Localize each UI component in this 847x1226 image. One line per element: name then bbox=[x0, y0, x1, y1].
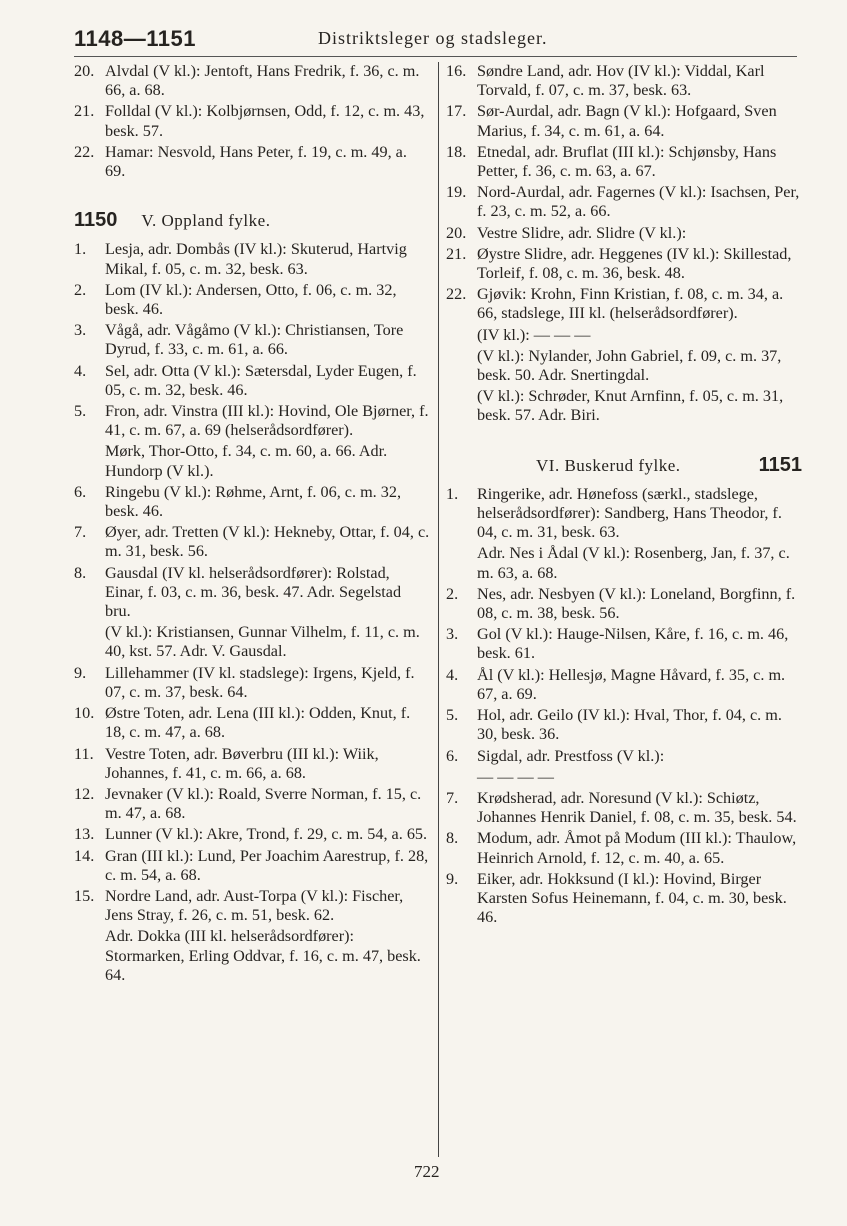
list-item: 6. Sigdal, adr. Prestfoss (V kl.): bbox=[446, 746, 665, 765]
list-item-continuation: Mørk, Thor-Otto, f. 34, c. m. 60, a. 66. Adr. Hundorp (V kl.). bbox=[105, 442, 388, 480]
list-item-continuation: Adr. Dokka (III kl. helserådsordfører): Stormarken, Erling Oddvar, f. 16, c. m. 47, besk. 64. bbox=[105, 927, 421, 984]
list-item: 5. Fron, adr. Vinstra (III kl.): Hovind, Ole Bjørner, f. 41, c. m. 67, a. 69 (helserådsordfører). bbox=[74, 402, 429, 440]
list-item: 22. Gjøvik: Krohn, Finn Kristian, f. 08, c. m. 34, a. 66, stadslege, III kl. (helserådsordfører). bbox=[446, 285, 784, 323]
list-item: 17. Sør-Aurdal, adr. Bagn (V kl.): Hofgaard, Sven Marius, f. 34, c. m. 61, a. 64. bbox=[446, 102, 777, 140]
list-item: 2. Lom (IV kl.): Andersen, Otto, f. 06, c. m. 32, besk. 46. bbox=[74, 280, 397, 319]
list-item: 22. Hamar: Nesvold, Hans Peter, f. 19, c. m. 49, a. 69. bbox=[74, 142, 407, 181]
list-item: 11. Vestre Toten, adr. Bøverbru (III kl.): Wiik, Johannes, f. 41, c. m. 66, a. 68. bbox=[74, 744, 379, 782]
list-item: 1. Ringerike, adr. Hønefoss (særkl., stadslege, helserådsordfører): Sandberg, Hans Theodor, f. 04, c. m. 31, besk. 63. bbox=[446, 484, 782, 542]
list-item: 7. Øyer, adr. Tretten (V kl.): Hekneby, Ottar, f. 04, c. m. 31, besk. 56. bbox=[74, 523, 430, 561]
list-item: 21. Øystre Slidre, adr. Heggenes (IV kl.): Skillestad, Torleif, f. 08, c. m. 36, besk. 48. bbox=[446, 244, 792, 283]
list-item: 1. Lesja, adr. Dombås (IV kl.): Skuterud, Hartvig Mikal, f. 05, c. m. 32, besk. 63. bbox=[74, 240, 407, 278]
header-rule bbox=[74, 56, 797, 57]
list-item: 15. Nordre Land, adr. Aust-Torpa (V kl.): Fischer, Jens Stray, f. 26, c. m. 51, besk. 62. bbox=[74, 886, 404, 925]
section-title: V. Oppland fylke. bbox=[141, 211, 271, 231]
list-item-continuation: (IV kl.): — — — bbox=[477, 325, 591, 344]
list-item: 20. Vestre Slidre, adr. Slidre (V kl.): bbox=[446, 223, 687, 242]
list-item: 12. Jevnaker (V kl.): Roald, Sverre Norman, f. 15, c. m. 47, a. 68. bbox=[74, 784, 422, 823]
running-title: Distriktsleger og stadsleger. bbox=[318, 28, 548, 48]
section-heading bbox=[74, 211, 430, 230]
list-item-continuation: Adr. Nes i Ådal (V kl.): Rosenberg, Jan, f. 37, c. m. 63, a. 68. bbox=[477, 544, 790, 582]
list-item-continuation: (V kl.): Schrøder, Knut Arnfinn, f. 05, c. m. 31, besk. 57. Adr. Biri. bbox=[477, 387, 784, 425]
list-item: 14. Gran (III kl.): Lund, Per Joachim Aarestrup, f. 28, c. m. 54, a. 68. bbox=[74, 846, 429, 884]
right-column bbox=[446, 62, 802, 929]
list-item: 4. Ål (V kl.): Hellesjø, Magne Håvard, f. 35, c. m. 67, a. 69. bbox=[446, 665, 786, 703]
list-item: 2. Nes, adr. Nesbyen (V kl.): Loneland, Borgfinn, f. 08, c. m. 38, besk. 56. bbox=[446, 584, 796, 623]
list-item: 16. Søndre Land, adr. Hov (IV kl.): Viddal, Karl Torvald, f. 07, c. m. 37, besk. 63. bbox=[446, 62, 765, 100]
list-item: 21. Folldal (V kl.): Kolbjørnsen, Odd, f. 12, c. m. 43, besk. 57. bbox=[74, 102, 425, 140]
page-folio: 722 bbox=[414, 1162, 440, 1181]
list-item: 10. Østre Toten, adr. Lena (III kl.): Odden, Knut, f. 18, c. m. 47, a. 68. bbox=[74, 704, 411, 742]
column-divider bbox=[438, 62, 439, 1157]
list-item-continuation: (V kl.): Kristiansen, Gunnar Vilhelm, f. 11, c. m. 40, kst. 57. Adr. V. Gausdal. bbox=[105, 623, 420, 661]
section-title: VI. Buskerud fylke. bbox=[536, 455, 681, 475]
list-item: 9. Lillehammer (IV kl. stadslege): Irgens, Kjeld, f. 07, c. m. 37, besk. 64. bbox=[74, 663, 415, 701]
list-item: 5. Hol, adr. Geilo (IV kl.): Hval, Thor, f. 04, c. m. 30, besk. 36. bbox=[446, 706, 782, 744]
section-number: 1151 bbox=[758, 453, 802, 476]
list-item-continuation: (V kl.): Nylander, John Gabriel, f. 09, c. m. 37, besk. 50. Adr. Snertingdal. bbox=[477, 346, 782, 385]
list-item: 18. Etnedal, adr. Bruflat (III kl.): Schjønsby, Hans Petter, f. 36, c. m. 63, a. 67. bbox=[446, 142, 777, 181]
list-item: 6. Ringebu (V kl.): Røhme, Arnt, f. 06, c. m. 32, besk. 46. bbox=[74, 482, 401, 521]
list-item: 9. Eiker, adr. Hokksund (I kl.): Hovind, Birger Karsten Sofus Heinemann, f. 04, c. m. 30, besk. 46. bbox=[446, 869, 787, 927]
list-item: 3. Vågå, adr. Vågåmo (V kl.): Christiansen, Tore Dyrud, f. 33, c. m. 61, a. 66. bbox=[74, 321, 404, 359]
page-range: 1148—1151 bbox=[74, 26, 196, 51]
left-column bbox=[74, 62, 430, 987]
list-item-continuation: — — — — bbox=[477, 767, 554, 786]
section-heading bbox=[446, 453, 802, 476]
list-item: 3. Gol (V kl.): Hauge-Nilsen, Kåre, f. 16, c. m. 46, besk. 61. bbox=[446, 625, 789, 663]
list-item: 19. Nord-Aurdal, adr. Fagernes (V kl.): Isachsen, Per, f. 23, c. m. 52, a. 66. bbox=[446, 183, 800, 221]
list-item: 20. Alvdal (V kl.): Jentoft, Hans Fredrik, f. 36, c. m. 66, a. 68. bbox=[74, 62, 420, 100]
list-item: 7. Krødsherad, adr. Noresund (V kl.): Schiøtz, Johannes Henrik Daniel, f. 08, c. m. 35, besk. 54. bbox=[446, 788, 797, 827]
list-item: 13. Lunner (V kl.): Akre, Trond, f. 29, c. m. 54, a. 65. bbox=[74, 825, 428, 844]
section-number: 1150 bbox=[74, 209, 118, 232]
list-item: 8. Gausdal (IV kl. helserådsordfører): Rolstad, Einar, f. 03, c. m. 36, besk. 47. Adr. Segelstad bru. bbox=[74, 563, 402, 621]
list-item: 4. Sel, adr. Otta (V kl.): Sætersdal, Lyder Eugen, f. 05, c. m. 32, besk. 46. bbox=[74, 361, 417, 399]
list-item: 8. Modum, adr. Åmot på Modum (III kl.): Thaulow, Heinrich Arnold, f. 12, c. m. 40, a. 65. bbox=[446, 829, 797, 867]
